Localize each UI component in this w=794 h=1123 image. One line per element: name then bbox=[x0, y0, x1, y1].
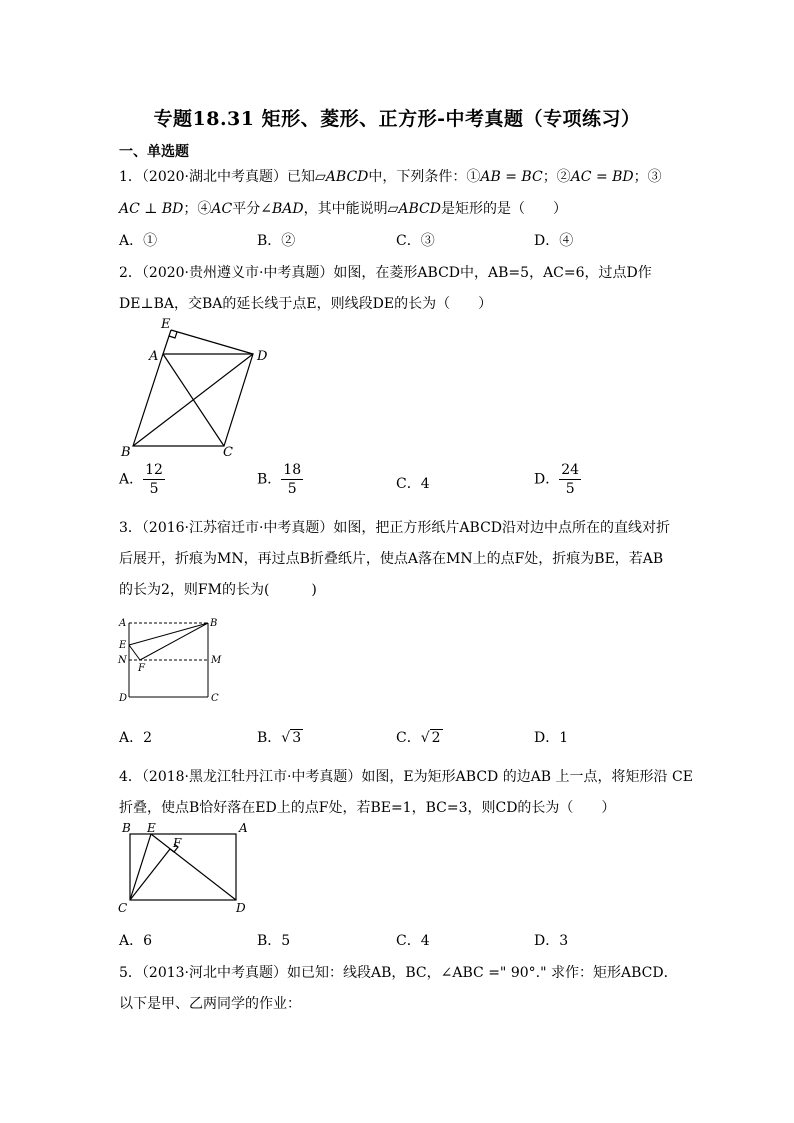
q2-line2: DE⊥BA，交BA的延长线于点E，则线段DE的长为（ ） bbox=[119, 296, 493, 312]
q4-line1: 4．（2018·黑龙江牡丹江市·中考真题）如图，E为矩形ABCD 的边AB 上一点，将矩形沿 CE bbox=[119, 769, 693, 785]
label-f: F bbox=[138, 663, 145, 674]
q1-condition-1: AB = BC bbox=[480, 169, 543, 185]
parallelogram-symbol: ▱ bbox=[315, 169, 326, 185]
fraction bbox=[559, 461, 581, 498]
q3-line1: 3．（2016·江苏宿迁市·中考真题）如图，把正方形纸片ABCD沿对边中点所在的直线对折 bbox=[119, 520, 671, 536]
q1-line1 bbox=[119, 166, 662, 186]
fraction-denominator: 5 bbox=[565, 481, 575, 497]
label-f: F bbox=[173, 836, 182, 850]
label-n: N bbox=[118, 655, 127, 666]
sqrt-expression: √ 2 bbox=[420, 730, 441, 746]
segment-de bbox=[171, 330, 253, 354]
q5-line2: 以下是甲、乙两同学的作业： bbox=[119, 996, 301, 1012]
q2-option-c[interactable]: C．4 bbox=[396, 476, 430, 492]
label-e: E bbox=[119, 640, 127, 651]
option-letter: A． bbox=[119, 471, 144, 488]
sqrt-expression: √ 3 bbox=[281, 730, 302, 746]
label-e: E bbox=[161, 317, 171, 332]
q3-square-figure bbox=[116, 614, 226, 706]
q2-rhombus-figure bbox=[119, 314, 279, 460]
segment-ef bbox=[129, 645, 140, 660]
fold-ce bbox=[130, 834, 151, 900]
q2-line1: 2．（2020·贵州遵义市·中考真题）如图，在菱形ABCD中，AB=5，AC=6，过点D作 bbox=[119, 265, 652, 281]
q1-condition-2: AC = BD bbox=[570, 169, 634, 185]
q1-text: 中，下列条件：① bbox=[368, 169, 481, 185]
q1-condition-4a: AC bbox=[211, 201, 233, 217]
fraction-numerator: 12 bbox=[145, 462, 163, 478]
label-a: A bbox=[149, 349, 159, 364]
option-letter: B． bbox=[257, 730, 282, 746]
option-letter: D． bbox=[534, 471, 560, 488]
label-c: C bbox=[211, 693, 219, 704]
q4-option-c[interactable]: C．4 bbox=[396, 933, 430, 949]
label-b: B bbox=[122, 821, 131, 835]
q4-option-b[interactable]: B．5 bbox=[257, 933, 291, 949]
q1-abcd: ABCD bbox=[398, 201, 441, 217]
q3-option-d[interactable]: D．1 bbox=[534, 730, 569, 746]
label-a: A bbox=[119, 618, 127, 629]
label-e: E bbox=[147, 821, 156, 835]
q1-condition-3: AC ⊥ BD bbox=[119, 201, 184, 217]
fraction-denominator: 5 bbox=[287, 481, 297, 497]
q1-text: ，其中能说明 bbox=[303, 201, 388, 217]
page-title: 专题18.31 矩形、菱形、正方形-中考真题（专项练习） bbox=[153, 108, 641, 130]
label-m: M bbox=[211, 655, 222, 666]
q1-line2 bbox=[119, 198, 567, 218]
q3-option-a[interactable]: A．2 bbox=[119, 730, 153, 746]
q4-option-a[interactable]: A．6 bbox=[119, 933, 153, 949]
option-letter: B． bbox=[257, 471, 282, 488]
label-b: B bbox=[121, 445, 131, 460]
fraction bbox=[281, 461, 303, 498]
segment-ae bbox=[163, 330, 171, 354]
segment-ed bbox=[151, 834, 236, 900]
fraction bbox=[143, 461, 165, 498]
q1-text: ；③ bbox=[633, 169, 662, 185]
label-d: D bbox=[236, 901, 246, 915]
q1-abcd: ABCD bbox=[325, 169, 369, 185]
fraction-denominator: 5 bbox=[149, 481, 159, 497]
q1-text: 是矩形的是（ ） bbox=[440, 201, 567, 217]
label-c: C bbox=[223, 445, 233, 460]
q3-option-b[interactable] bbox=[257, 727, 303, 747]
label-b: B bbox=[210, 618, 218, 629]
q4-rectangle-figure bbox=[116, 820, 256, 918]
q4-option-d[interactable]: D．3 bbox=[534, 933, 569, 949]
q1-option-c[interactable]: C．③ bbox=[396, 233, 435, 249]
label-d: D bbox=[119, 693, 128, 704]
label-d: D bbox=[257, 349, 268, 364]
option-letter: C． bbox=[396, 730, 421, 746]
q3-line3: 的长为2，则FM的长为( ) bbox=[119, 582, 317, 598]
label-a: A bbox=[239, 821, 248, 835]
q1-option-b[interactable]: B．② bbox=[257, 233, 296, 249]
q1-condition-4c: ∠BAD bbox=[260, 201, 304, 217]
q1-text: ；④ bbox=[183, 201, 212, 217]
q1-condition-4b: 平分 bbox=[232, 201, 261, 217]
q3-option-c[interactable] bbox=[396, 727, 443, 747]
crease-be bbox=[129, 623, 208, 645]
segment-cf bbox=[130, 849, 170, 900]
diagonal-bd bbox=[133, 354, 253, 446]
fraction-numerator: 18 bbox=[283, 462, 302, 478]
q1-option-a[interactable]: A．① bbox=[119, 233, 158, 249]
segment-bf bbox=[140, 623, 208, 660]
q3-line2: 后展开，折痕为MN，再过点B折叠纸片，使点A落在MN上的点F处，折痕为BE，若AB bbox=[119, 551, 664, 567]
q2-option-d[interactable] bbox=[534, 461, 581, 498]
section-heading: 一、单选题 bbox=[119, 144, 189, 160]
radicand: 3 bbox=[292, 730, 302, 746]
q1-text: 1．（2020·湖北中考真题）已知 bbox=[119, 169, 315, 185]
q4-line2: 折叠，使点B恰好落在ED上的点F处，若BE=1，BC=3，则CD的长为（ ） bbox=[119, 800, 616, 816]
q1-option-d[interactable]: D．④ bbox=[534, 233, 574, 249]
q1-text: ；② bbox=[542, 169, 571, 185]
rectangle-bacd bbox=[130, 834, 236, 900]
q5-line1: 5．（2013·河北中考真题）如已知：线段AB，BC，∠ABC =" 90°." 求作：矩形ABCD． bbox=[119, 965, 678, 981]
fraction-numerator: 24 bbox=[561, 462, 580, 478]
q2-option-a[interactable] bbox=[119, 461, 165, 498]
q2-option-b[interactable] bbox=[257, 461, 303, 498]
parallelogram-symbol: ▱ bbox=[387, 201, 399, 217]
radicand: 2 bbox=[431, 730, 441, 746]
label-c: C bbox=[118, 901, 128, 915]
